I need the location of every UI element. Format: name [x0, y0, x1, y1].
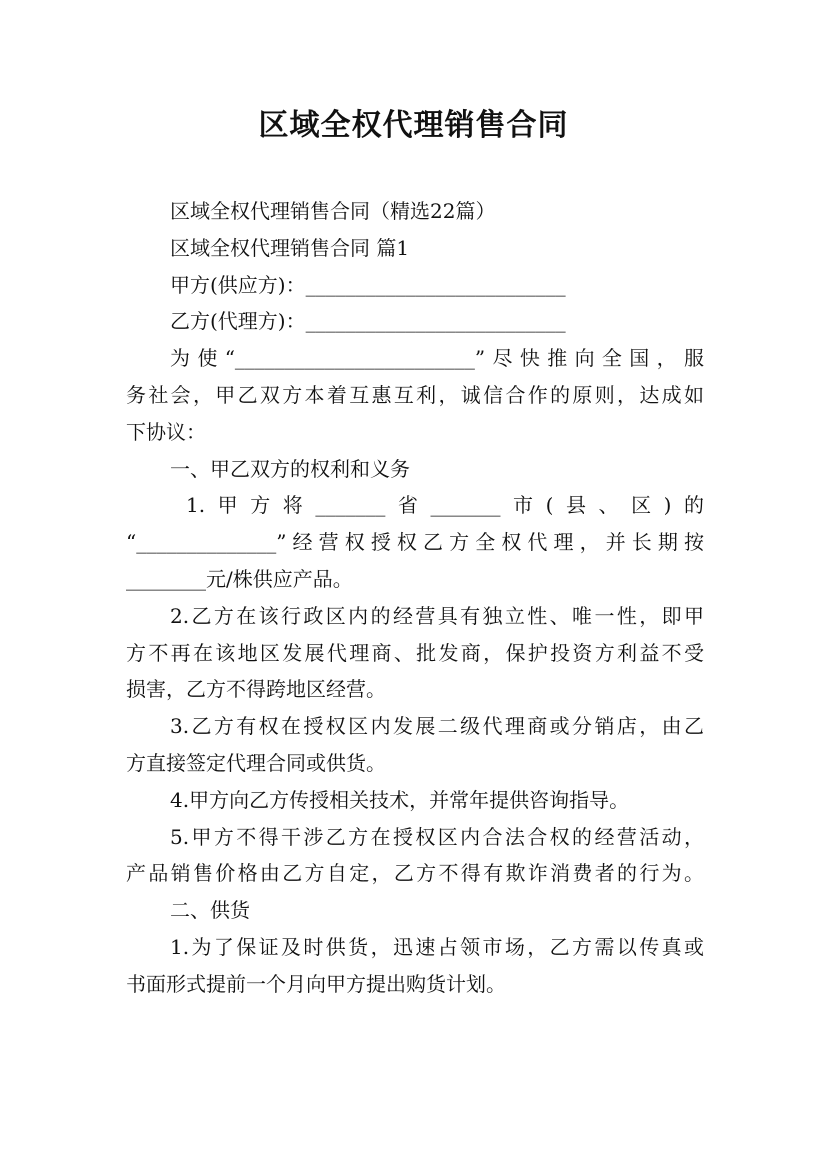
paragraph-line: “______________”经营权授权乙方全权代理，并长期按: [126, 530, 704, 555]
paragraph-line: 1.为了保证及时供货，迅速占领市场，乙方需以传真或: [170, 934, 704, 959]
paragraph-line: 4.甲方向乙方传授相关技术，并常年提供咨询指导。: [170, 787, 630, 812]
paragraph-line: 务社会，甲乙双方本着互惠互利，诚信合作的原则，达成如: [126, 382, 704, 407]
party-b-line: 乙方(代理方)：__________________________: [170, 309, 566, 334]
paragraph-line: 3.乙方有权在授权区内发展二级代理商或分销店，由乙: [170, 714, 704, 739]
clause-heading: 一、甲乙双方的权利和义务: [170, 456, 410, 481]
subtitle-line: 区域全权代理销售合同（精选22篇）: [170, 199, 496, 223]
paragraph-line: 产品销售价格由乙方自定，乙方不得有欺诈消费者的行为。: [126, 861, 704, 886]
party-a-line: 甲方(供应方)：__________________________: [170, 272, 566, 297]
paragraph-line: 1.甲方将_______省_______市(县、区)的: [186, 493, 704, 518]
paragraph-line: 损害，乙方不得跨地区经营。: [126, 677, 386, 702]
paragraph-line: 5.甲方不得干涉乙方在授权区内合法合权的经营活动，: [170, 824, 704, 849]
paragraph-line: 方直接签定代理合同或供货。: [126, 750, 386, 775]
paragraph-line: 方不再在该地区发展代理商、批发商，保护投资方利益不受: [126, 640, 704, 665]
paragraph-line: 2.乙方在该行政区内的经营具有独立性、唯一性，即甲: [170, 603, 704, 628]
document-title: 区域全权代理销售合同: [258, 108, 569, 143]
paragraph-line: 书面形式提前一个月向甲方提出购货计划。: [126, 971, 506, 996]
clause-heading: 二、供货: [170, 898, 250, 923]
document-body: [126, 193, 704, 1003]
paragraph-line: 为使“________________________”尽快推向全国，服: [170, 346, 704, 371]
paragraph-line: ________元/株供应产品。: [126, 566, 353, 591]
paragraph-line: 下协议：: [126, 419, 206, 444]
section-heading: 区域全权代理销售合同 篇1: [170, 235, 410, 260]
